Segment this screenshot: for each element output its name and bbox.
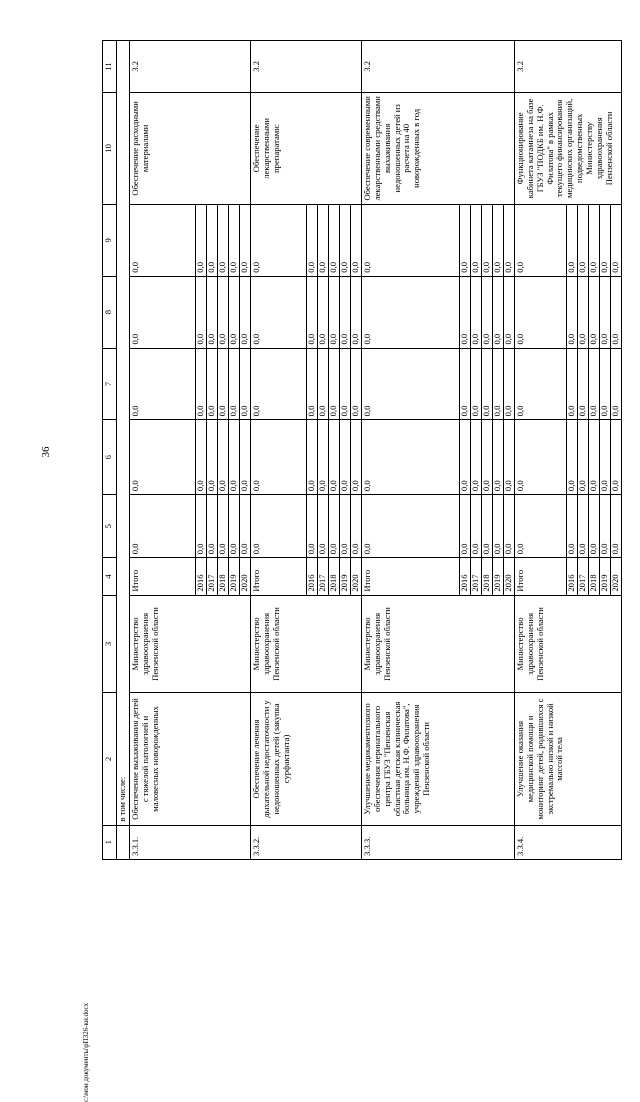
year-value: 0,0 xyxy=(228,204,239,276)
total-label: Итого xyxy=(129,558,195,595)
year-value: 0,0 xyxy=(317,420,328,495)
year-value: 0,0 xyxy=(588,276,599,348)
year-value: 0,0 xyxy=(503,495,514,558)
year-value: 0,0 xyxy=(206,348,217,420)
year-value: 0,0 xyxy=(459,348,470,420)
year-value: 0,0 xyxy=(306,204,317,276)
year-value: 0,0 xyxy=(577,495,588,558)
year-value: 0,0 xyxy=(228,276,239,348)
year-value: 0,0 xyxy=(306,420,317,495)
year-label: 2017 xyxy=(206,558,217,595)
year-label: 2016 xyxy=(459,558,470,595)
year-value: 0,0 xyxy=(492,204,503,276)
year-value: 0,0 xyxy=(599,348,610,420)
year-value: 0,0 xyxy=(588,348,599,420)
subheading-row xyxy=(117,41,130,860)
year-value: 0,0 xyxy=(339,420,350,495)
measure-row xyxy=(361,41,459,860)
total-value: 0,0 xyxy=(514,495,566,558)
total-value: 0,0 xyxy=(250,276,306,348)
measure-row xyxy=(250,41,306,860)
total-value: 0,0 xyxy=(250,495,306,558)
expected-result: Функционирование кабинета катамнеза на базе ГБУЗ "ПОДКБ им. Н.Ф. Филатова" в рамках текущего финансирования медицинских организаций, подведомственных Министерству здравоохранения Пензенской области xyxy=(514,92,621,204)
year-label: 2017 xyxy=(470,558,481,595)
page-number: 36 xyxy=(40,446,52,458)
year-value: 0,0 xyxy=(503,420,514,495)
year-value: 0,0 xyxy=(459,204,470,276)
year-value: 0,0 xyxy=(317,348,328,420)
year-value: 0,0 xyxy=(328,420,339,495)
year-value: 0,0 xyxy=(470,420,481,495)
total-label: Итого xyxy=(514,558,566,595)
year-value: 0,0 xyxy=(503,204,514,276)
year-value: 0,0 xyxy=(470,495,481,558)
total-value: 0,0 xyxy=(361,420,459,495)
year-value: 0,0 xyxy=(481,420,492,495)
total-label: Итого xyxy=(250,558,306,595)
measure-number: 3.3.2. xyxy=(250,825,361,859)
year-label: 2020 xyxy=(239,558,250,595)
col-header: 1 xyxy=(103,825,117,859)
total-value: 0,0 xyxy=(514,420,566,495)
year-value: 0,0 xyxy=(239,276,250,348)
year-value: 0,0 xyxy=(566,348,577,420)
measure-name: Обеспечение выхаживания детей с тяжелой патологией и маловесных новорожденных xyxy=(129,693,250,825)
year-value: 0,0 xyxy=(492,420,503,495)
year-label: 2019 xyxy=(228,558,239,595)
total-value: 0,0 xyxy=(361,204,459,276)
total-value: 0,0 xyxy=(129,348,195,420)
year-value: 0,0 xyxy=(239,495,250,558)
year-value: 0,0 xyxy=(228,348,239,420)
year-value: 0,0 xyxy=(217,204,228,276)
total-value: 0,0 xyxy=(129,420,195,495)
year-value: 0,0 xyxy=(610,420,621,495)
total-value: 0,0 xyxy=(250,348,306,420)
year-value: 0,0 xyxy=(566,420,577,495)
year-value: 0,0 xyxy=(610,276,621,348)
measure-executor: Министерство здравоохранения Пензенской области xyxy=(361,595,514,693)
measure-number: 3.3.4. xyxy=(514,825,621,859)
year-value: 0,0 xyxy=(577,276,588,348)
year-value: 0,0 xyxy=(503,276,514,348)
year-value: 0,0 xyxy=(610,348,621,420)
year-label: 2016 xyxy=(566,558,577,595)
year-value: 0,0 xyxy=(350,495,361,558)
year-value: 0,0 xyxy=(492,495,503,558)
year-value: 0,0 xyxy=(339,348,350,420)
year-value: 0,0 xyxy=(217,348,228,420)
year-value: 0,0 xyxy=(306,348,317,420)
year-value: 0,0 xyxy=(610,495,621,558)
total-value: 0,0 xyxy=(514,276,566,348)
year-label: 2017 xyxy=(317,558,328,595)
program-measures-table xyxy=(102,40,622,860)
total-label: Итого xyxy=(361,558,459,595)
year-value: 0,0 xyxy=(588,420,599,495)
col-header: 5 xyxy=(103,495,117,558)
measure-executor: Министерство здравоохранения Пензенской области xyxy=(250,595,361,693)
year-value: 0,0 xyxy=(217,420,228,495)
total-value: 0,0 xyxy=(514,204,566,276)
year-label: 2016 xyxy=(195,558,206,595)
col-header: 6 xyxy=(103,420,117,495)
measure-number: 3.3.3. xyxy=(361,825,514,859)
indicator-ref: 3.2 xyxy=(361,41,514,93)
year-value: 0,0 xyxy=(566,495,577,558)
expected-result: Обеспечение расходными материалами xyxy=(129,92,250,204)
measure-number: 3.3.1. xyxy=(129,825,250,859)
year-label: 2019 xyxy=(599,558,610,595)
total-value: 0,0 xyxy=(129,495,195,558)
measure-executor: Министерство здравоохранения Пензенской области xyxy=(514,595,621,693)
year-value: 0,0 xyxy=(459,420,470,495)
year-label: 2020 xyxy=(350,558,361,595)
year-value: 0,0 xyxy=(339,495,350,558)
year-value: 0,0 xyxy=(492,276,503,348)
year-value: 0,0 xyxy=(228,495,239,558)
col-header: 10 xyxy=(103,92,117,204)
year-value: 0,0 xyxy=(566,276,577,348)
year-value: 0,0 xyxy=(317,204,328,276)
indicator-ref: 3.2 xyxy=(129,41,250,93)
subheading: в том числе: xyxy=(117,41,130,826)
year-value: 0,0 xyxy=(195,276,206,348)
year-value: 0,0 xyxy=(328,204,339,276)
year-value: 0,0 xyxy=(481,204,492,276)
year-value: 0,0 xyxy=(470,204,481,276)
year-value: 0,0 xyxy=(239,204,250,276)
year-label: 2018 xyxy=(217,558,228,595)
year-value: 0,0 xyxy=(577,420,588,495)
year-value: 0,0 xyxy=(328,495,339,558)
year-value: 0,0 xyxy=(470,276,481,348)
year-value: 0,0 xyxy=(503,348,514,420)
year-value: 0,0 xyxy=(610,204,621,276)
year-label: 2019 xyxy=(492,558,503,595)
footer-file-path: c:\мои документы\pП326-ки.docx xyxy=(82,1002,90,1102)
total-value: 0,0 xyxy=(361,348,459,420)
col-header: 11 xyxy=(103,41,117,93)
year-value: 0,0 xyxy=(239,348,250,420)
year-value: 0,0 xyxy=(339,204,350,276)
year-value: 0,0 xyxy=(350,276,361,348)
column-number-row xyxy=(103,41,117,860)
year-label: 2018 xyxy=(481,558,492,595)
year-value: 0,0 xyxy=(566,204,577,276)
total-value: 0,0 xyxy=(514,348,566,420)
year-value: 0,0 xyxy=(306,276,317,348)
year-value: 0,0 xyxy=(599,276,610,348)
total-value: 0,0 xyxy=(250,420,306,495)
year-value: 0,0 xyxy=(228,420,239,495)
year-value: 0,0 xyxy=(339,276,350,348)
year-value: 0,0 xyxy=(588,204,599,276)
year-value: 0,0 xyxy=(481,276,492,348)
year-label: 2020 xyxy=(503,558,514,595)
total-value: 0,0 xyxy=(250,204,306,276)
year-value: 0,0 xyxy=(317,276,328,348)
year-value: 0,0 xyxy=(195,204,206,276)
year-label: 2016 xyxy=(306,558,317,595)
year-value: 0,0 xyxy=(492,348,503,420)
year-value: 0,0 xyxy=(195,420,206,495)
expected-result: Обеспечение современными лекарственными средствами выхаживания недоношенных детей из расчета на 40 новорожденных в год xyxy=(361,92,514,204)
col-header: 3 xyxy=(103,595,117,693)
year-value: 0,0 xyxy=(206,420,217,495)
measure-name: Улучшение оказания медицинской помощи и мониторинг детей, родившихся с экстремально низкой и низкой массой тела xyxy=(514,693,621,825)
year-label: 2019 xyxy=(339,558,350,595)
year-value: 0,0 xyxy=(481,348,492,420)
year-value: 0,0 xyxy=(350,204,361,276)
year-label: 2018 xyxy=(328,558,339,595)
measure-row xyxy=(129,41,195,860)
year-value: 0,0 xyxy=(328,348,339,420)
indicator-ref: 3.2 xyxy=(514,41,621,93)
year-value: 0,0 xyxy=(588,495,599,558)
year-value: 0,0 xyxy=(459,276,470,348)
year-value: 0,0 xyxy=(206,276,217,348)
year-value: 0,0 xyxy=(328,276,339,348)
year-value: 0,0 xyxy=(350,348,361,420)
year-value: 0,0 xyxy=(599,204,610,276)
col-header: 8 xyxy=(103,276,117,348)
year-value: 0,0 xyxy=(459,495,470,558)
total-value: 0,0 xyxy=(129,276,195,348)
col-header: 2 xyxy=(103,693,117,825)
year-value: 0,0 xyxy=(239,420,250,495)
col-header: 4 xyxy=(103,558,117,595)
year-value: 0,0 xyxy=(317,495,328,558)
year-value: 0,0 xyxy=(481,495,492,558)
measure-executor: Министерство здравоохранения Пензенской области xyxy=(129,595,250,693)
year-value: 0,0 xyxy=(306,495,317,558)
year-value: 0,0 xyxy=(577,348,588,420)
year-value: 0,0 xyxy=(470,348,481,420)
total-value: 0,0 xyxy=(361,276,459,348)
year-value: 0,0 xyxy=(577,204,588,276)
landscape-sheet xyxy=(102,40,620,860)
year-value: 0,0 xyxy=(195,348,206,420)
indicator-ref: 3.2 xyxy=(250,41,361,93)
col-header: 7 xyxy=(103,348,117,420)
measure-row xyxy=(514,41,566,860)
year-label: 2018 xyxy=(588,558,599,595)
year-value: 0,0 xyxy=(195,495,206,558)
year-value: 0,0 xyxy=(217,495,228,558)
year-value: 0,0 xyxy=(599,495,610,558)
year-label: 2020 xyxy=(610,558,621,595)
expected-result: Обеспечение лекарственными препаратами: xyxy=(250,92,361,204)
year-value: 0,0 xyxy=(206,495,217,558)
total-value: 0,0 xyxy=(361,495,459,558)
year-label: 2017 xyxy=(577,558,588,595)
measure-name: Улучшение медикаментозного обеспечения перинатального центра ГБУЗ "Пензенская областная детская клиническая больница им. Н.Ф. Филатова", учреждений здравоохранения Пензенской области xyxy=(361,693,514,825)
total-value: 0,0 xyxy=(129,204,195,276)
year-value: 0,0 xyxy=(350,420,361,495)
year-value: 0,0 xyxy=(206,204,217,276)
col-header: 9 xyxy=(103,204,117,276)
measure-name: Обеспечение лечения дыхательной недостаточности у недоношенных детей (закупка сурфактанта) xyxy=(250,693,361,825)
year-value: 0,0 xyxy=(217,276,228,348)
year-value: 0,0 xyxy=(599,420,610,495)
